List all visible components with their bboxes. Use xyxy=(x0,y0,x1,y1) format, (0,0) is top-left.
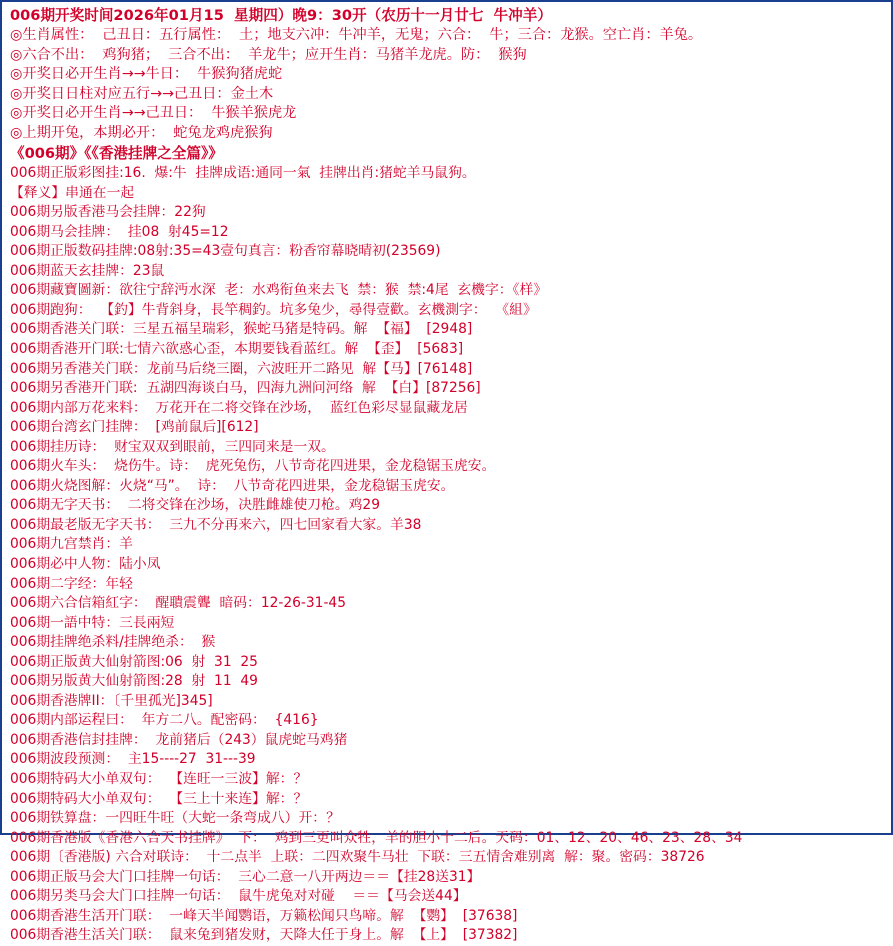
body-line: 006期挂历诗： 财宝双双到眼前，三四同来是一双。 xyxy=(10,438,335,455)
section-title: 《006期》《《香港挂牌之全篇》》 xyxy=(10,144,223,162)
body-line: 006期藏寶圖新：欲往宁辞沔水深 老：水鸡衔鱼来去飞 禁：猴 禁:4尾 玄機字：《样》 xyxy=(10,282,548,299)
body-line: 006期〔香港版) 六合对联诗： 十二点半 上联：二四欢聚牛马壮 下联：三五情舍难别离 解：聚。密码：38726 xyxy=(10,849,705,866)
body-line: 006期香港生活开门联： 一峰天半闻鹦语，万籁松闻只鸟啼。解 【鹦】 [37638] xyxy=(10,907,518,924)
body-line: 006期台湾玄门挂牌： [鸡前鼠后][612] xyxy=(10,419,259,436)
body-line: 006期火烧图解：火烧“马”。 诗： 八节奇花四进果，金龙稳锯玉虎安。 xyxy=(10,477,455,494)
body-line: 006期最老版无字天书： 三九不分再来六，四七回家看大家。羊38 xyxy=(10,516,422,533)
body-line: 006期特码大小单双句： 【三上十来连】解：？ xyxy=(10,790,308,807)
body-line: 006期二字经：年轻 xyxy=(10,575,133,592)
body-line: 006期香港开门联:七情六欲惑心歪，本期要钱看蓝红。解 【歪】 [5683] xyxy=(10,340,464,357)
body-line: 006期波段预测： 主15----27 31---39 xyxy=(10,751,256,768)
draw-time-header: 006期开奖时间2026年01月15 星期四）晚9：30开（农历十一月廿七 牛冲羊） xyxy=(10,7,552,24)
bullet-last-period: ◎上期开兔，本期必开： 蛇兔龙鸡虎猴狗 xyxy=(10,124,273,141)
body-line: 006期另版黄大仙射箭图:28 射 11 49 xyxy=(10,673,258,690)
body-line: 006期香港版《香港六合天书挂牌》 下： 鸡到三更叫众牲，羊的胆小十二后。天码：01、12、20、46、23、28、34 xyxy=(10,829,743,846)
body-line: 006期挂牌绝杀料/挂牌绝杀： 猴 xyxy=(10,634,216,651)
body-line: 006期必中人物：陆小凤 xyxy=(10,556,161,572)
body-line: 006期特码大小单双句： 【连旺一三波】解：？ xyxy=(10,771,308,788)
body-line: 006期香港牌II：〔千里孤光]345] xyxy=(10,692,213,709)
bulletin-content xyxy=(2,2,891,946)
body-line: 006期正版黄大仙射箭图:06 射 31 25 xyxy=(10,653,258,670)
body-line: 006期铁算盘：一四旺牛旺（大蛇一条弯成八）开：？ xyxy=(10,810,340,827)
body-line: 006期跑狗： 【釣】牛背斜身，長竿稠釣。坑多兔少，尋得壹歡。玄機測字： 《組》 xyxy=(10,301,537,318)
bullet-must-open-1: ◎开奖日必开生肖→→牛日： 牛猴狗猪虎蛇 xyxy=(10,66,283,83)
body-line: 006期无字天书： 二将交锋在沙场，决胜雌雄使刀枪。鸡29 xyxy=(10,497,380,514)
body-line: 006期正版马会大门口挂牌一句话： 三心二意一八开两边＝＝【挂28送31】 xyxy=(10,868,481,885)
body-line: 006期正版彩图挂:16. 爆:牛 挂牌成语:通同一氣 挂牌出肖:猪蛇羊马鼠狗。 xyxy=(10,165,476,182)
body-line: 006期内部万花来料： 万花开在二将交锋在沙场， 蓝红色彩尽显鼠藏龙居 xyxy=(10,399,468,416)
bullet-zodiac-attributes: ◎生肖属性： 己丑日：五行属性： 土；地支六冲：牛冲羊，无鬼；六合： 牛；三合：龙猴。空亡肖：羊兔。 xyxy=(10,27,703,43)
body-line: 006期正版数码挂牌:08射:35=43壹句真言：粉香帘幕晓晴初(23569) xyxy=(10,243,441,260)
body-line: 006期另香港关门联：龙前马后绕三圈，六波旺开二路见 解【马】[76148] xyxy=(10,360,473,377)
body-line: 006期六合信箱紅字： 醒聵震聾 暗码：12-26-31-45 xyxy=(10,595,346,612)
body-line: 006期另香港开门联: 五湖四海谈白马，四海九洲问河络 解 【白】[87256] xyxy=(10,380,481,397)
body-line: 006期一語中特：三長兩短 xyxy=(10,614,175,631)
body-line: 【释义】串通在一起 xyxy=(10,184,135,201)
body-line: 006期马会挂牌： 挂08 射45=12 xyxy=(10,223,229,240)
body-line: 006期香港关门联：三星五福呈瑞彩，猴蛇马猪是特码。解 【福】 [2948] xyxy=(10,321,473,338)
body-line: 006期火车头： 烧伤牛。诗： 虎死兔伤，八节奇花四进果，金龙稳锯玉虎安。 xyxy=(10,458,496,475)
body-line: 006期蓝天玄挂牌：23鼠 xyxy=(10,262,165,279)
body-line: 006期香港信封挂牌： 龙前猪后（243）鼠虎蛇马鸡猪 xyxy=(10,731,348,748)
body-line: 006期另版香港马会挂牌：22狗 xyxy=(10,204,206,221)
bullet-exclusions: ◎六合不出： 鸡狗猪； 三合不出： 羊龙牛；应开生肖：马猪羊龙虎。防： 猴狗 xyxy=(10,46,527,63)
body-line: 006期内部运程曰： 年方二八。配密码： {416} xyxy=(10,712,319,729)
bullet-five-elements: ◎开奖日日柱对应五行→→己丑日：金土木 xyxy=(10,85,274,102)
body-line: 006期九宫禁肖：羊 xyxy=(10,536,133,553)
body-line: 006期香港生活关门联： 鼠来兔到猪发财，天降大任于身上。解 【上】 [37382] xyxy=(10,927,518,944)
bullet-must-open-2: ◎开奖日必开生肖→→己丑日： 牛猴羊猴虎龙 xyxy=(10,105,297,122)
body-line: 006期另类马会大门口挂牌一句话： 鼠牛虎兔对对碰 ＝＝【马会送44】 xyxy=(10,888,467,905)
